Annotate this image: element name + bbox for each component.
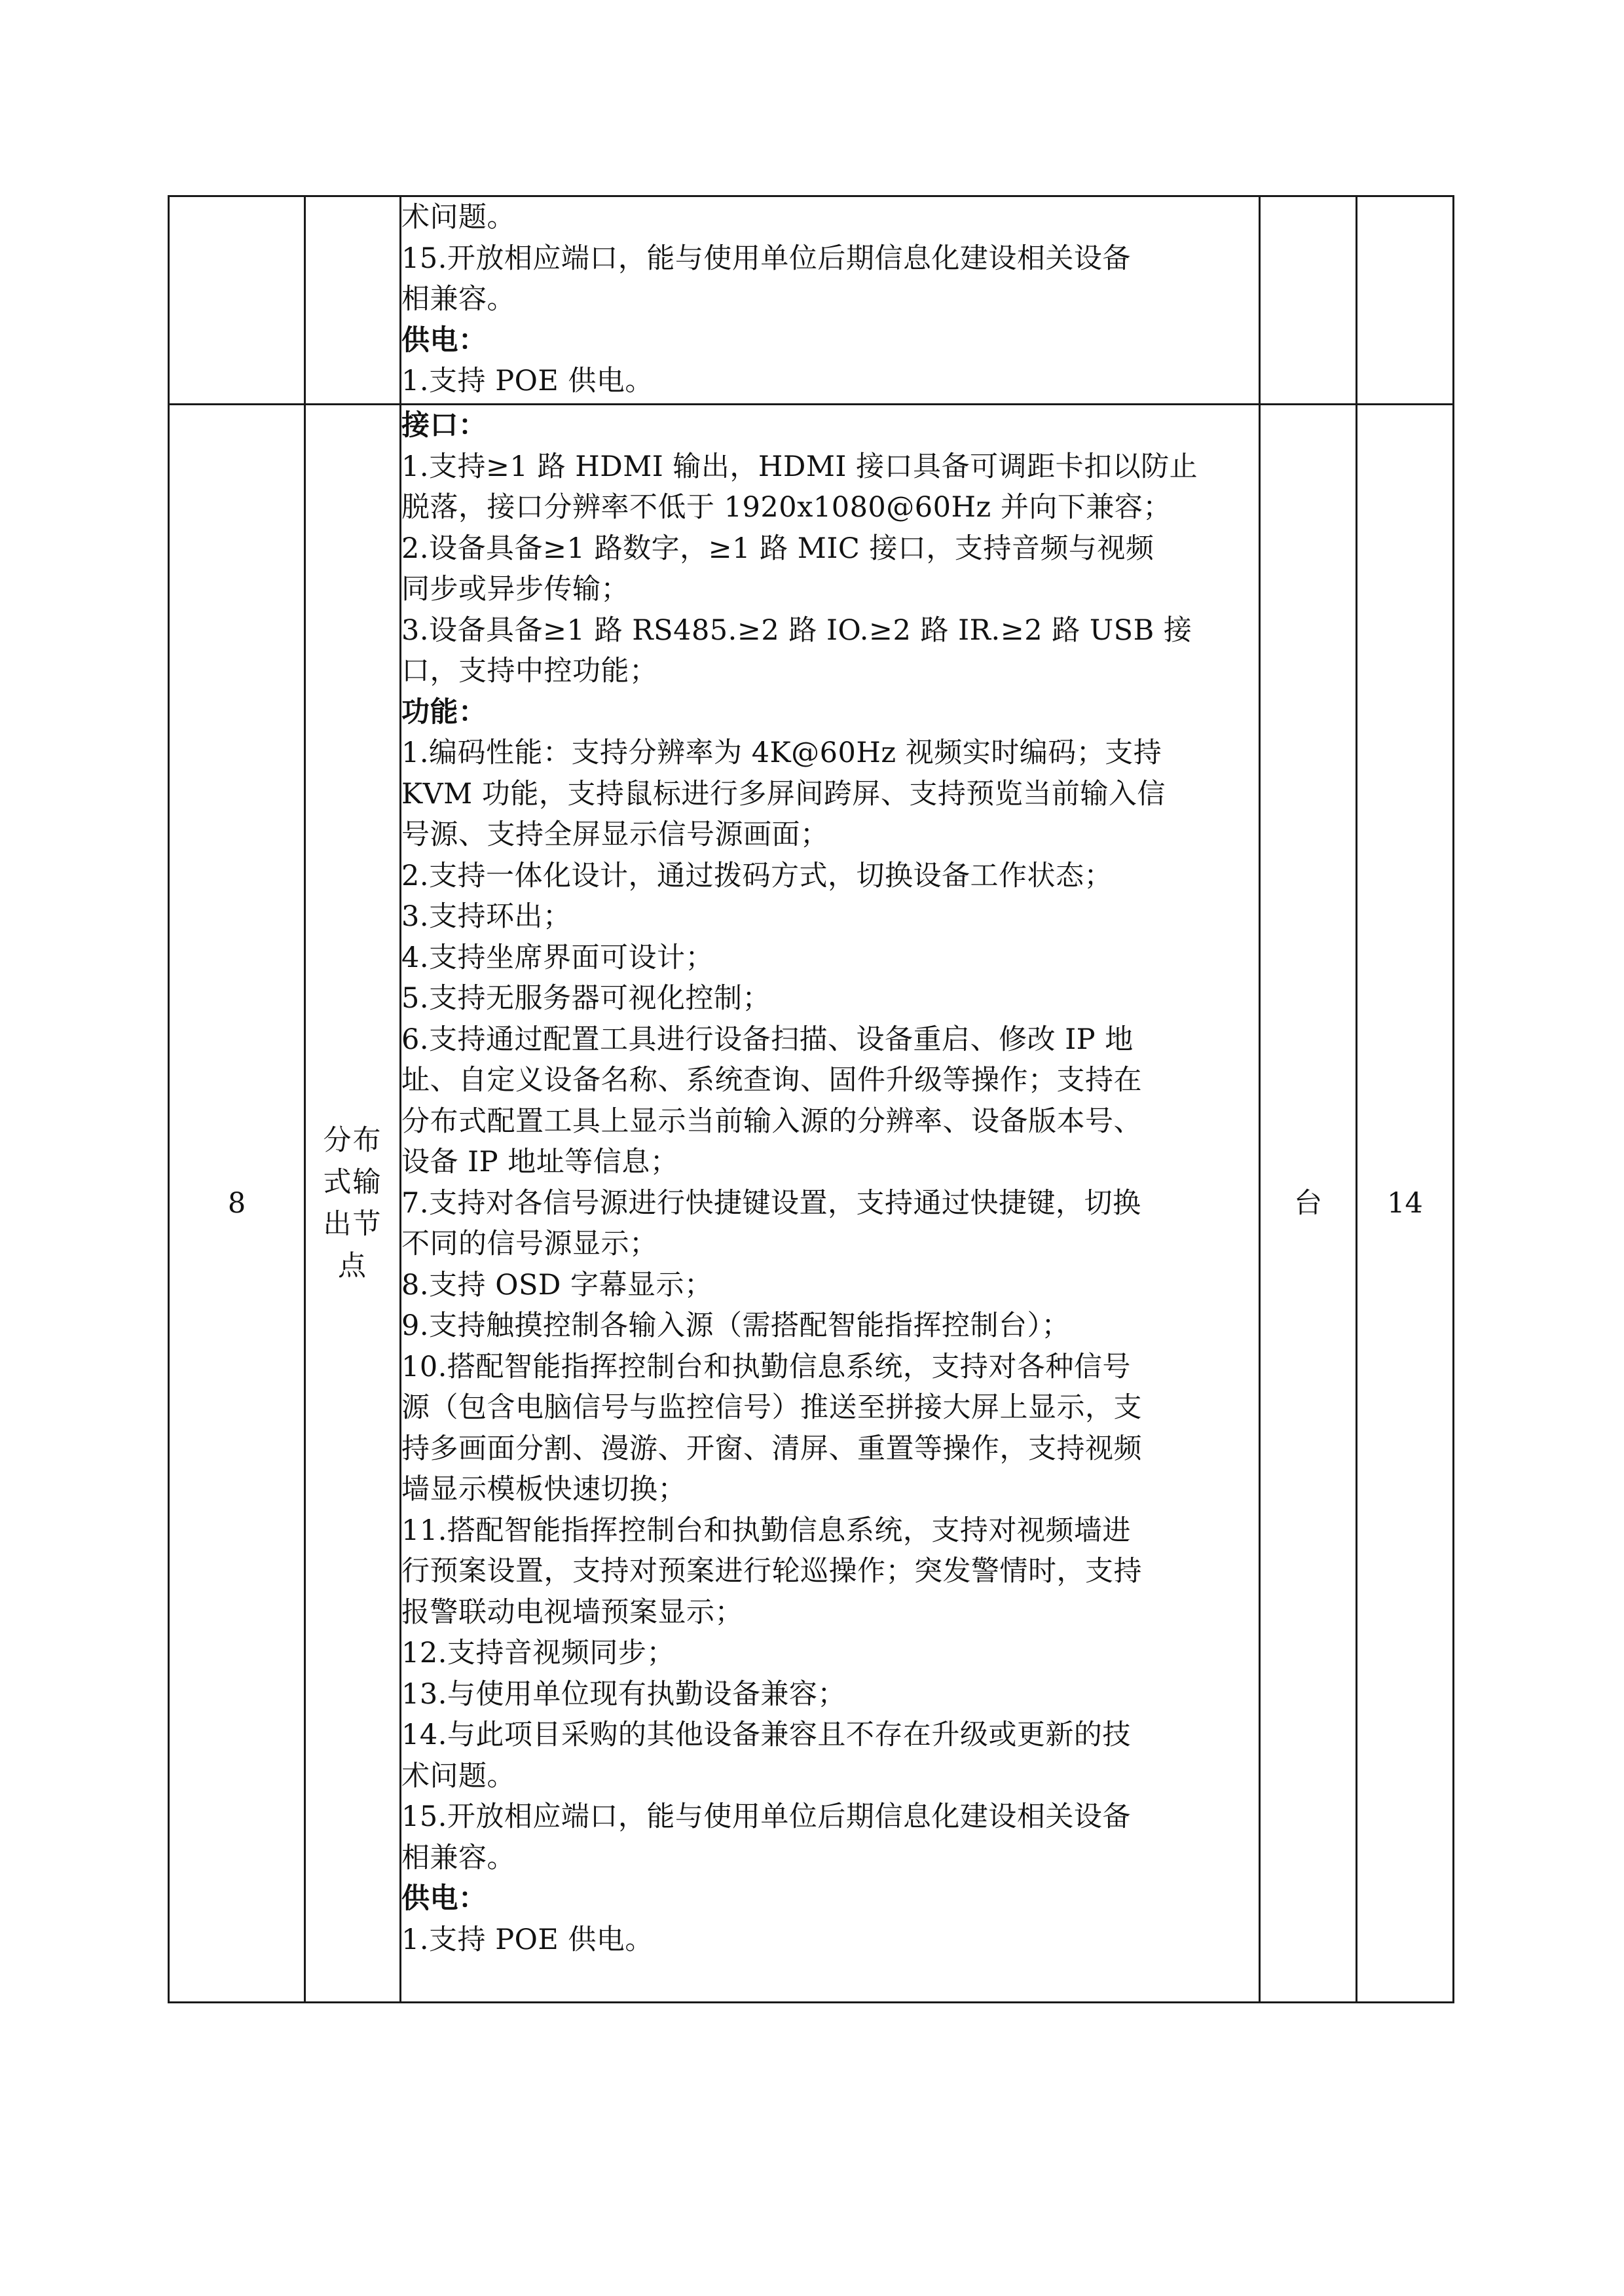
spec-line: 1.支持≥1 路 HDMI 输出，HDMI 接口具备可调距卡扣以防止 [401, 450, 1198, 483]
quantity-cell [1357, 196, 1454, 405]
spec-line: 6.支持通过配置工具进行设备扫描、设备重启、修改 IP 地 [401, 1023, 1134, 1056]
spec-line: 15.开放相应端口，能与使用单位后期信息化建设相关设备 [401, 242, 1131, 275]
table-row [169, 196, 1454, 405]
spec-cell [401, 405, 1260, 2003]
spec-line: 相兼容。 [401, 283, 515, 316]
spec-line: 3.支持环出； [401, 900, 572, 933]
spec-line: 持多画面分割、漫游、开窗、清屏、重置等操作，支持视频 [401, 1432, 1142, 1465]
spec-table-body [169, 196, 1454, 2003]
spec-line: 1.支持 POE 供电。 [401, 1923, 654, 1956]
item-name-line: 分布 [323, 1124, 382, 1157]
item-number-cell [169, 405, 305, 2003]
quantity-value: 14 [1387, 1187, 1423, 1220]
item-name-line: 式输 [323, 1166, 382, 1199]
spec-line: 分布式配置工具上显示当前输入源的分辨率、设备版本号、 [401, 1104, 1142, 1138]
spec-line: 13.与使用单位现有执勤设备兼容； [401, 1677, 846, 1711]
spec-line: 5.支持无服务器可视化控制； [401, 982, 771, 1015]
item-name-line: 出节 [323, 1208, 382, 1241]
item-name-cell [305, 196, 401, 405]
spec-line: 2.支持一体化设计，通过拨码方式，切换设备工作状态； [401, 859, 1113, 892]
spec-line: 行预案设置，支持对预案进行轮巡操作；突发警情时，支持 [401, 1555, 1142, 1588]
spec-line: 7.支持对各信号源进行快捷键设置，支持通过快捷键，切换 [401, 1186, 1141, 1220]
unit-cell [1260, 405, 1357, 2003]
spec-line: 墙显示模板快速切换； [401, 1473, 686, 1506]
spec-line: 11.搭配智能指挥控制台和执勤信息系统，支持对视频墙进 [401, 1514, 1131, 1547]
spec-line: 口，支持中控功能； [401, 655, 658, 687]
spec-line: 相兼容。 [401, 1841, 515, 1874]
spec-line: 12.支持音视频同步； [401, 1637, 675, 1669]
spec-line: 2.设备具备≥1 路数字，≥1 路 MIC 接口，支持音频与视频 [401, 532, 1154, 565]
unit-value: 台 [1294, 1187, 1322, 1220]
table-row [169, 405, 1454, 2003]
spec-section-heading: 功能： [401, 695, 487, 729]
spec-line: 4.支持坐席界面可设计； [401, 941, 714, 974]
spec-table [168, 195, 1454, 2003]
spec-line: 报警联动电视墙预案显示； [401, 1595, 743, 1629]
spec-line: 14.与此项目采购的其他设备兼容且不存在升级或更新的技 [401, 1719, 1131, 1751]
spec-line: 8.支持 OSD 字幕显示； [401, 1268, 713, 1302]
spec-line: 术问题。 [401, 1759, 515, 1793]
spec-line: 设备 IP 地址等信息； [401, 1146, 679, 1178]
spec-line: 同步或异步传输； [401, 573, 629, 606]
spec-line: 术问题。 [401, 201, 515, 234]
spec-line: 号源、支持全屏显示信号源画面； [401, 818, 829, 851]
item-name-cell [305, 405, 401, 2003]
spec-line: 15.开放相应端口，能与使用单位后期信息化建设相关设备 [401, 1800, 1131, 1833]
item-number-cell [169, 196, 305, 405]
spec-cell [401, 196, 1260, 405]
spec-line: 1.支持 POE 供电。 [401, 365, 654, 397]
item-name-line: 点 [338, 1250, 367, 1283]
item-number: 8 [227, 1187, 246, 1220]
spec-line: 址、自定义设备名称、系统查询、固件升级等操作；支持在 [401, 1064, 1142, 1097]
spec-section-heading: 供电： [401, 323, 487, 357]
spec-line: 10.搭配智能指挥控制台和执勤信息系统，支持对各种信号 [401, 1350, 1131, 1383]
spec-line: 3.设备具备≥1 路 RS485.≥2 路 IO.≥2 路 IR.≥2 路 USB 接 [401, 613, 1192, 647]
spec-section-heading: 供电： [401, 1882, 487, 1915]
spec-line: 不同的信号源显示； [401, 1228, 658, 1260]
spec-line: KVM 功能，支持鼠标进行多屏间跨屏、支持预览当前输入信 [401, 777, 1166, 811]
spec-line: 脱落，接口分辨率不低于 1920x1080@60Hz 并向下兼容； [401, 491, 1172, 524]
spec-line: 9.支持触摸控制各输入源（需搭配智能指挥控制台）； [401, 1309, 1071, 1342]
spec-line: 源（包含电脑信号与监控信号）推送至拼接大屏上显示，支 [401, 1391, 1142, 1424]
spec-section-heading: 接口： [401, 409, 487, 442]
quantity-cell [1357, 405, 1454, 2003]
spec-line: 1.编码性能：支持分辨率为 4K@60Hz 视频实时编码；支持 [401, 737, 1162, 769]
unit-cell [1260, 196, 1357, 405]
